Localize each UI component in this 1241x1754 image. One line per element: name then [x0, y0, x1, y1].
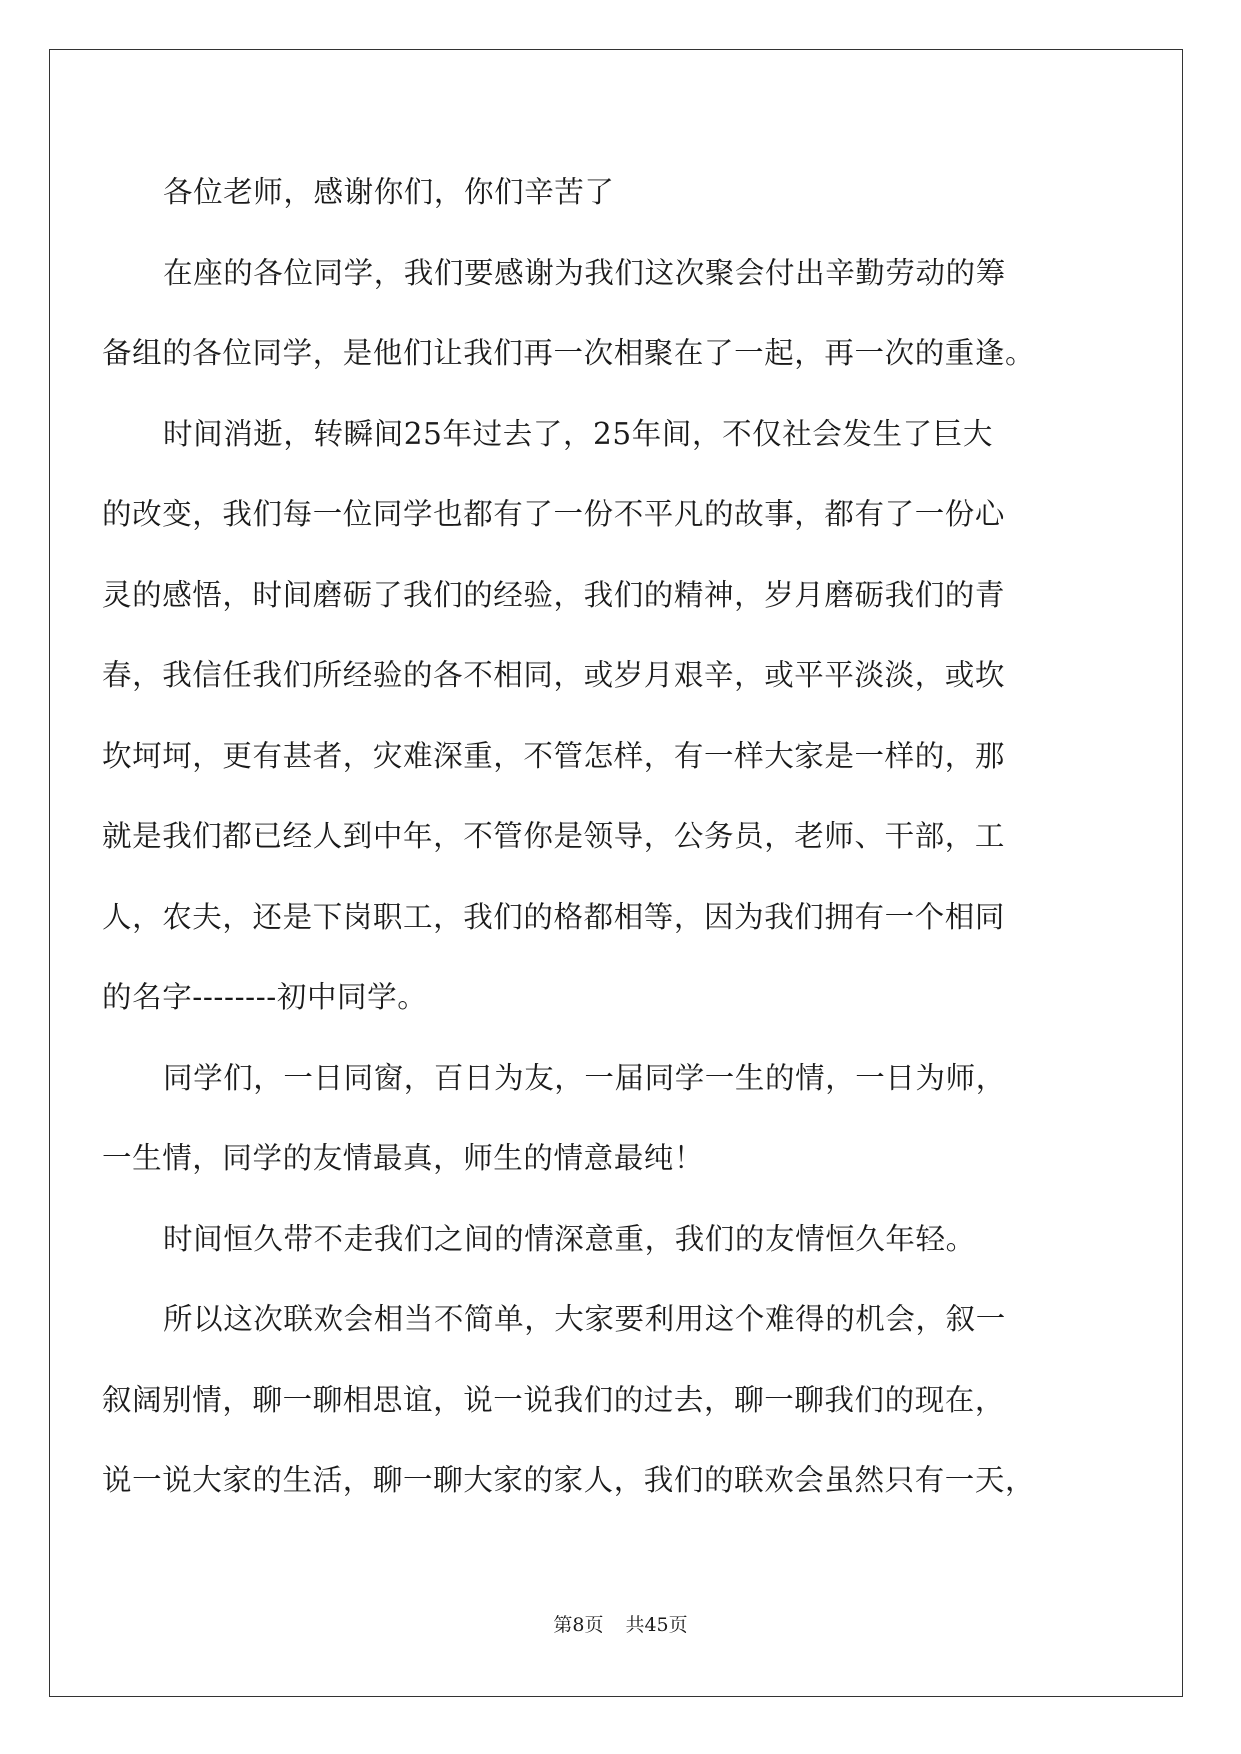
- page-number: 第8页: [553, 1614, 604, 1636]
- paragraph-line: 坎坷坷，更有甚者，灾难深重，不管怎样，有一样大家是一样的，那: [102, 738, 1006, 773]
- paragraph-line: 的名字--------初中同学。: [102, 980, 428, 1014]
- paragraph-line: 的改变，我们每一位同学也都有了一份不平凡的故事，都有了一份心: [102, 497, 1006, 531]
- paragraph-line: 一生情，同学的友情最真，师生的情意最纯！: [102, 1141, 705, 1175]
- paragraph-line: 各位老师，感谢你们，你们辛苦了: [163, 175, 615, 209]
- paragraph-line: 时间恒久带不走我们之间的情深意重，我们的友情恒久年轻。: [163, 1221, 976, 1256]
- page-footer: [0, 1610, 1241, 1637]
- paragraph-line: 说一说大家的生活，聊一聊大家的家人，我们的联欢会虽然只有一天，: [102, 1463, 1036, 1497]
- paragraph-line: 人，农夫，还是下岗职工，我们的格都相等，因为我们拥有一个相同: [102, 899, 1006, 934]
- paragraph-line: 就是我们都已经人到中年，不管你是领导，公务员，老师、干部，工: [102, 819, 1006, 853]
- paragraph-line: 所以这次联欢会相当不简单，大家要利用这个难得的机会，叙一: [163, 1302, 1006, 1336]
- page-total: 共45页: [625, 1614, 688, 1636]
- paragraph-line: 叙阔别情，聊一聊相思谊，说一说我们的过去，聊一聊我们的现在，: [102, 1382, 1006, 1417]
- paragraph-line: 灵的感悟，时间磨砺了我们的经验，我们的精神，岁月磨砺我们的青: [102, 577, 1006, 612]
- paragraph-line: 春，我信任我们所经验的各不相同，或岁月艰辛，或平平淡淡，或坎: [102, 658, 1006, 692]
- document-body: [102, 175, 1102, 1547]
- paragraph-line: 在座的各位同学，我们要感谢为我们这次聚会付出辛勤劳动的筹: [163, 255, 1006, 290]
- paragraph-line: 时间消逝，转瞬间25年过去了，25年间，不仅社会发生了巨大: [163, 416, 993, 451]
- paragraph-line: 同学们，一日同窗，百日为友，一届同学一生的情，一日为师，: [163, 1060, 1006, 1095]
- paragraph-line: 备组的各位同学，是他们让我们再一次相聚在了一起，再一次的重逢。: [102, 336, 1036, 370]
